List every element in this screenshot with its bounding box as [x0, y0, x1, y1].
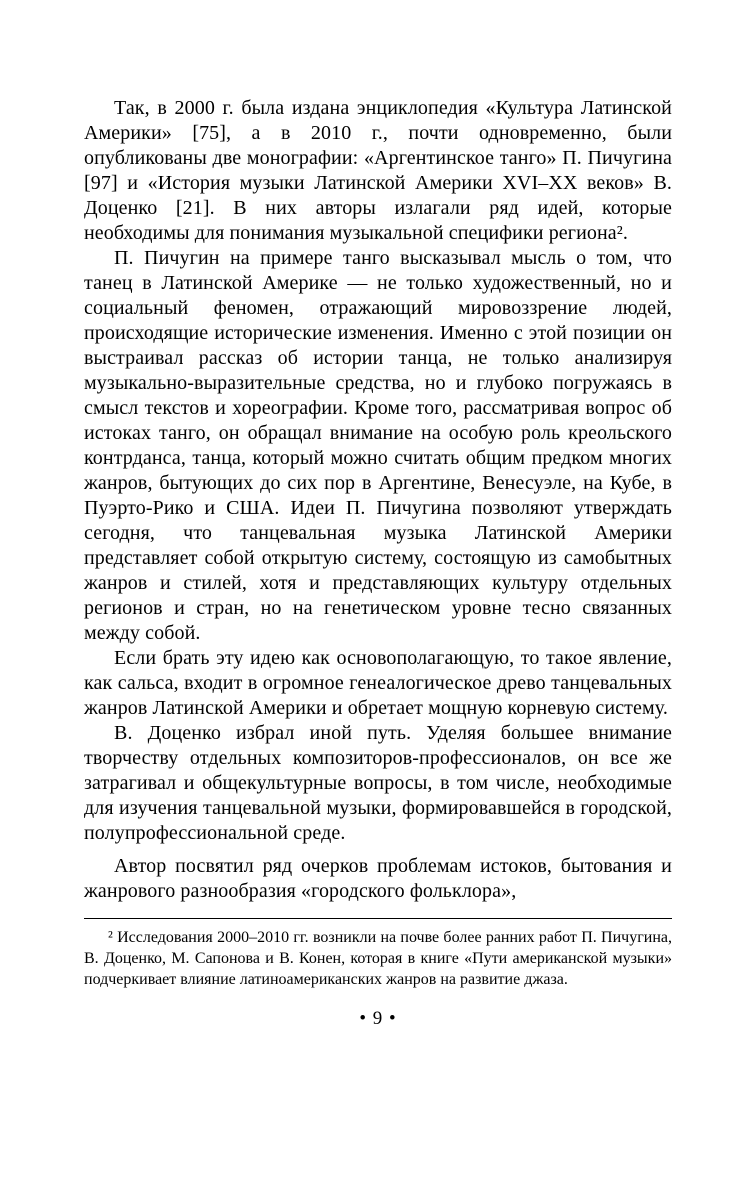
paragraph-author-essays: Автор посвятил ряд очерков проблемам истоков, бытования и жанрового разнообразия «городского фольклора»,: [84, 855, 672, 902]
page-number: • 9 •: [359, 1008, 397, 1029]
paragraph-pichugin-ideas: П. Пичугин на примере танго высказывал мысль о том, что танец в Латинской Америке — не только художественный, но и социальный феномен, отражающий мировоззрение людей, происходящие исторические изменения. Именно с этой позиции он выстраивал рассказ об истории танца, не только анализируя музыкально-выразительные средства, но и глубоко погружаясь в смысл текстов и хореографии. Кроме того, рассматривая вопрос об истоках танго, он обращал внимание на особую роль креольского контрданса, танца, который можно считать общим предком многих жанров, бытующих до сих пор в Аргентине, Венесуэле, на Кубе, в Пуэрто-Рико и США. Идеи П. Пичугина позволяют утверждать сегодня, что танцевальная музыка Латинской Америки представляет собой открытую систему, состоящую из самобытных жанров и стилей, хотя и представляющих культуру отдельных регионов и стран, но на генетическом уровне тесно связанных между собой.: [84, 247, 672, 644]
paragraph-encyclopedia-intro: Так, в 2000 г. была издана энциклопедия «Культура Латинской Америки» [75], а в 2010 г., почти одновременно, были опубликованы две монографии: «Аргентинское танго» П. Пичугина [97] и «История музыки Латинской Америки XVI–XX веков» В. Доценко [21]. В них авторы излагали ряд идей, которые необходимы для понимания музыкальной специфики региона².: [84, 97, 672, 244]
main-text-block: [84, 96, 672, 904]
paragraph-salsa-genealogy: Если брать эту идею как основополагающую, то такое явление, как сальса, входит в огромное генеалогическое древо танцевальных жанров Латинской Америки и обретает мощную корневую систему.: [84, 647, 672, 719]
footnote-divider-rule: [84, 918, 672, 919]
paragraph-dotsenko-approach: В. Доценко избрал иной путь. Уделяя большее внимание творчеству отдельных композиторов-профессионалов, он все же затрагивал и общекультурные вопросы, в том числе, необходимые для изучения танцевальной музыки, формировавшейся в городской, полупрофессиональной среде.: [84, 722, 672, 844]
footnote-text: ² Исследования 2000–2010 гг. возникли на почве более ранних работ П. Пичугина, В. Доценко, М. Сапонова и В. Конен, которая в книге «Пути американской музыки» подчеркивает влияние латиноамериканских жанров на развитие джаза.: [84, 929, 672, 988]
footnote-section: [84, 918, 672, 990]
